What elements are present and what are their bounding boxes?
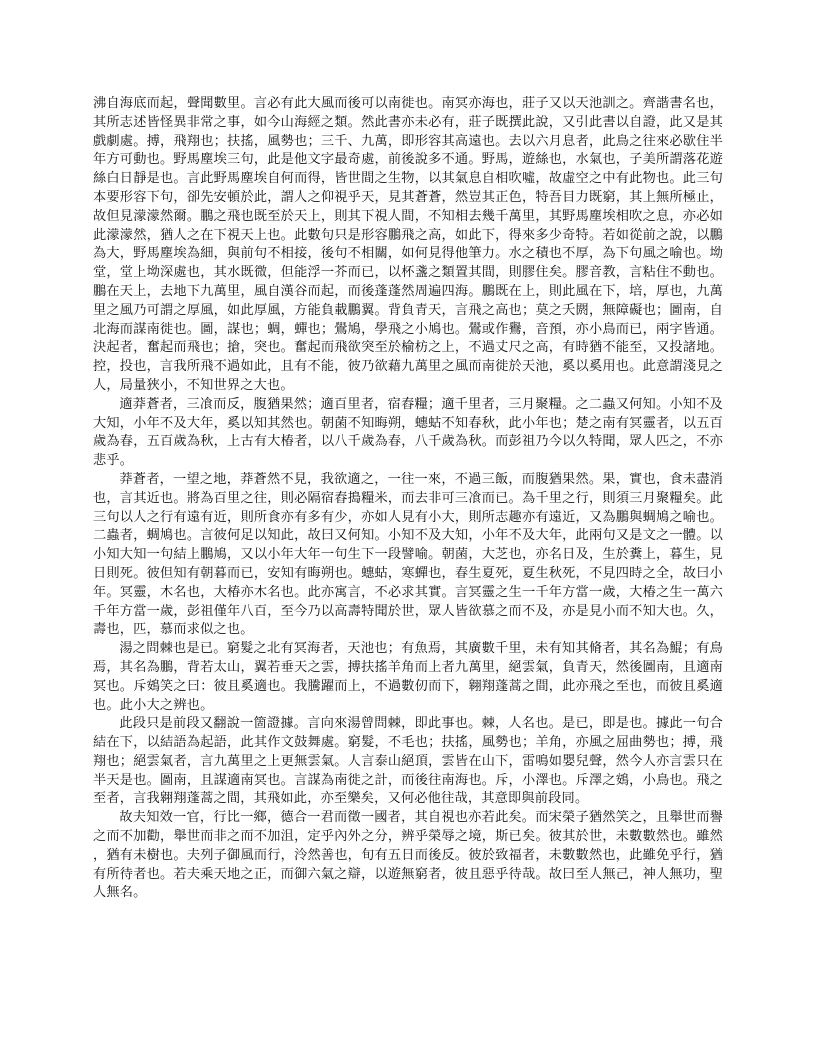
paragraph-6: 故夫知效一官，行比一鄉，德合一君而徵一國者，其自視也亦若此矣。而宋榮子猶然笑之，且舉世而譽之而不加勸，舉世而非之而不加沮，定乎內外之分，辨乎榮辱之境，斯已矣。彼其於世，未數數然也。雖然，猶有未樹也。夫列子御風而行，泠然善也，旬有五日而後反。彼於致福者，未數數然也，此雖免乎行，猶有所待者也。若夫乘天地之正，而御六氣之辯，以遊無窮者，彼且惡乎待哉。故曰至人無己，神人無功，聖人無名。 bbox=[93, 810, 723, 901]
paragraph-1: 沸自海底而起，聲聞數里。言必有此大風而後可以南徙也。南冥亦海也，莊子又以天池訓之。齊諧書名也，其所志述皆怪異非常之事，如今山海經之類。然此書亦未必有，莊子既撰此說，又引此書以自證，此又是其戲劇處。搏，飛翔也；扶搖，風勢也；三千、九萬，即形容其高遠也。去以六月息者，此鳥之往來必歇住半年方可動也。野馬塵埃三句，此是他文字最奇處，前後說多不通。野馬，遊絲也，水氣也，子美所謂落花遊絲白日靜是也。言此野馬塵埃自何而得，皆世間之生物，以其氣息自相吹噓，故虛空之中有此物也。此三句本要形容下句，卻先安頓於此，謂人之仰視乎天，見其蒼蒼，然豈其正色，特吾目力既窮，其上無所極止，故但見濛濛然爾。鵬之飛也既至於天上，則其下視人間，不知相去幾千萬里，其野馬塵埃相吹之息，亦必如此濛濛然，猶人之在下視天上也。此數句只是形容鵬飛之高，如此下，得來多少奇特。若如從前之說，以鵬為大，野馬塵埃為細，與前句不相接，後句不相關，如何見得他筆力。水之積也不厚，為下句風之喻也。坳堂，堂上坳深處也，其水既微，但能浮一芥而已，以杯盞之類置其間，則膠住矣。膠音教，言粘住不動也。鵬在天上，去地下九萬里，風自漢谷而起，而後蓬蓬然周遍四海。鵬既在上，則此風在下，培，厚也，九萬里之風乃可謂之厚風，如此厚風，方能負載鵬翼。背負青天，言飛之高也；莫之夭閼，無障礙也；圖南，自北海而謀南徙也。圖，謀也；蜩，蟬也；鷽鳩，學飛之小鳩也。鷽或作鸒，音預，亦小鳥而已，兩字皆通。決起者，奮起而飛也；搶，突也。奮起而飛欲突至於榆枋之上，不過丈尺之高，有時猶不能至，又投諸地。控，投也，言我所飛不過如此，且有不能，彼乃欲藉九萬里之風而南徙於天池，奚以奚用也。此意謂淺見之人，局量狹小，不知世界之大也。 bbox=[93, 96, 723, 393]
paragraph-2: 適莽蒼者，三飡而反，腹猶果然；適百里者，宿舂糧；適千里者，三月聚糧。之二蟲又何知。小知不及大知，小年不及大年，奚以知其然也。朝菌不知晦朔，蟪蛄不知春秋，此小年也；楚之南有冥靈者，以五百歲為春，五百歲為秋，上古有大椿者，以八千歲為春，八千歲為秋。而彭祖乃今以久特聞，眾人匹之，不亦悲乎。 bbox=[93, 396, 723, 469]
paragraph-3: 莽蒼者，一望之地，莽蒼然不見，我欲適之，一往一來，不過三飯，而腹猶果然。果，實也，食未盡消也，言其近也。將為百里之往，則必隔宿舂搗糧米，而去非可三飡而已。為千里之行，則須三月聚糧矣。此三句以人之行有遠有近，則所食亦有多有少，亦如人見有小大，則所志趣亦有遠近，又為鵬與蜩鳩之喻也。二蟲者，蜩鳩也。言彼何足以知此，故曰又何知。小知不及大知，小年不及大年，此兩句又是文之一體。以小知大知一句結上鵬鳩，又以小年大年一句生下一段譬喻。朝菌，大芝也，亦名日及，生於糞上，暮生，見日則死。彼但知有朝暮而已，安知有晦朔也。蟪蛄，寒蟬也，春生夏死，夏生秋死，不見四時之全，故曰小年。冥靈，木名也，大椿亦木名也。此亦寓言，不必求其實。言冥靈之生一千年方當一歲，大椿之生一萬六千年方當一歲，彭祖僅年八百，至今乃以高壽特聞於世，眾人皆欲慕之而不及，亦是見小而不知大也。久，壽也，匹，慕而求似之也。 bbox=[93, 471, 723, 638]
document-body bbox=[93, 95, 723, 903]
paragraph-5: 此段只是前段又翻說一箇證據。言向來湯曾問棘，即此事也。棘，人名也。是已，即是也。據此一句合結在下，以結語為起語，此其作文鼓舞處。窮髮，不毛也；扶搖，風勢也；羊角，亦風之屈曲勢也；搏，飛翔也；絕雲氣者，言九萬里之上更無雲氣。人言泰山絕頂，雲皆在山下，雷鳴如嬰兒聲，然今人亦言雲只在半天是也。圖南，且謀適南冥也。言謀為南徙之計，而後往南海也。斥，小澤也。斥澤之鴳，小鳥也。飛之至者，言我翱翔蓬蒿之間，其飛如此，亦至樂矣，又何必他往哉，其意即與前段同。 bbox=[93, 716, 723, 807]
paragraph-4: 湯之問棘也是已。窮髮之北有冥海者，天池也；有魚焉，其廣數千里，未有知其脩者，其名為鯤；有鳥焉，其名為鵬，背若太山，翼若垂天之雲，搏扶搖羊角而上者九萬里，絕雲氣，負青天，然後圖南，且適南冥也。斥鴳笑之曰：彼且奚適也。我騰躍而上，不過數仞而下，翱翔蓬蒿之間，此亦飛之至也，而彼且奚適也。此小大之辨也。 bbox=[93, 641, 723, 713]
